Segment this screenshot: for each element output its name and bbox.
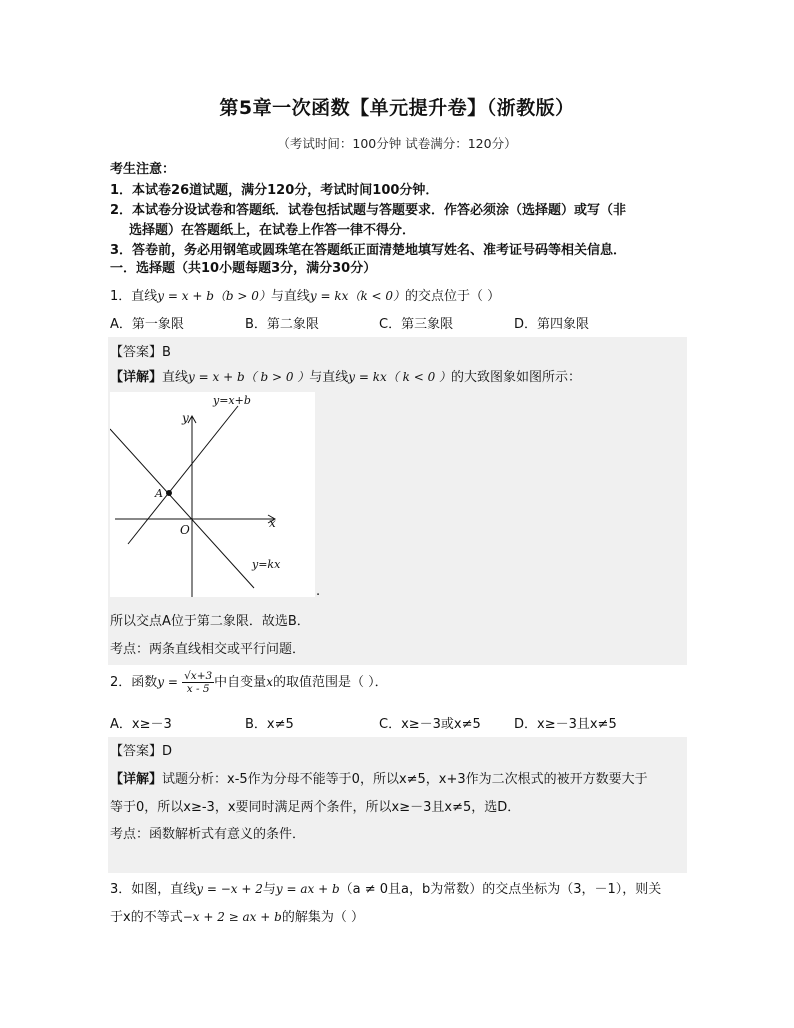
- question-3-line-1: 3．如图，直线y = −x + 2与y = ax + b（a ≠ 0且a，b为常数）的交点坐标为（3，－1），则关: [110, 882, 662, 897]
- question-1: 1．直线y = x + b（b > 0）与直线y = kx（k < 0）的交点位于（ ）: [110, 289, 501, 304]
- q1-option-c: C．第三象限: [379, 317, 454, 332]
- label-line-x-plus-b: y=x+b: [213, 394, 251, 407]
- q1-answer: 【答案】B: [110, 345, 171, 360]
- notice-heading: 考生注意：: [110, 162, 176, 177]
- question-3-line-2: 于x的不等式−x + 2 ≥ ax + b的解集为（ ）: [110, 910, 364, 925]
- q2-detail-line-1: 【详解】试题分析：x-5作为分母不能等于0，所以x≠5，x+3作为二次根式的被开方数要大于: [110, 772, 648, 787]
- section-heading: 一．选择题（共10小题每题3分，满分30分）: [110, 261, 377, 276]
- q1-kaodian: 考点：两条直线相交或平行问题．: [110, 642, 306, 657]
- question-2: 2．函数y = $\frac{√x+3}{x - 5}$ 中自变量x的取值范围是（ ）．: [110, 670, 388, 695]
- q1-option-d: D．第四象限: [514, 317, 590, 332]
- label-x-axis: x: [269, 516, 276, 530]
- notice-item-2: 2．本试卷分设试卷和答题纸．试卷包括试题与答题要求．作答必须涂（选择题）或写（非: [110, 203, 627, 218]
- q1-detail: 【详解】直线y = x + b（ b > 0 ）与直线y = kx（ k < 0 ）的大致图象如图所示：: [110, 370, 582, 385]
- label-origin: O: [180, 523, 190, 537]
- notice-item-2-cont: 选择题）在答题纸上，在试卷上作答一律不得分．: [129, 223, 416, 238]
- label-y-axis: y: [182, 411, 189, 425]
- q1-option-b: B．第二象限: [245, 317, 319, 332]
- q1-conclusion: 所以交点A位于第二象限．故选B．: [110, 614, 310, 629]
- q1-option-a: A．第一象限: [110, 317, 184, 332]
- notice-item-3: 3．答卷前，务必用钢笔或圆珠笔在答题纸正面清楚地填写姓名、准考证号码等相关信息．: [110, 243, 627, 258]
- q2-option-a: A．x≥－3: [110, 717, 172, 732]
- label-line-kx: y=kx: [252, 558, 281, 571]
- q2-option-d: D．x≥－3且x≠5: [514, 717, 617, 732]
- intersection-point-a: [166, 490, 172, 496]
- q2-fraction: $\frac{√x+3}{x - 5}$: [184, 670, 213, 695]
- q2-answer: 【答案】D: [110, 744, 173, 759]
- q1-figure: [110, 392, 315, 597]
- q2-option-c: C．x≥－3或x≠5: [379, 717, 481, 732]
- figure-background: [110, 392, 315, 597]
- notice-item-1: 1．本试卷26道试题，满分120分，考试时间100分钟．: [110, 183, 439, 198]
- figure-period: .: [316, 584, 321, 599]
- page-title: 第5章一次函数【单元提升卷】（浙教版）: [219, 97, 575, 119]
- q2-option-b: B．x≠5: [245, 717, 294, 732]
- q2-detail-line-2: 等于0，所以x≥-3，x要同时满足两个条件，所以x≥－3且x≠5，选D．: [110, 800, 521, 815]
- page-subtitle: （考试时间：100分钟 试卷满分：120分）: [277, 136, 517, 151]
- q2-kaodian: 考点：函数解析式有意义的条件．: [110, 827, 306, 842]
- label-point-a: A: [155, 487, 163, 500]
